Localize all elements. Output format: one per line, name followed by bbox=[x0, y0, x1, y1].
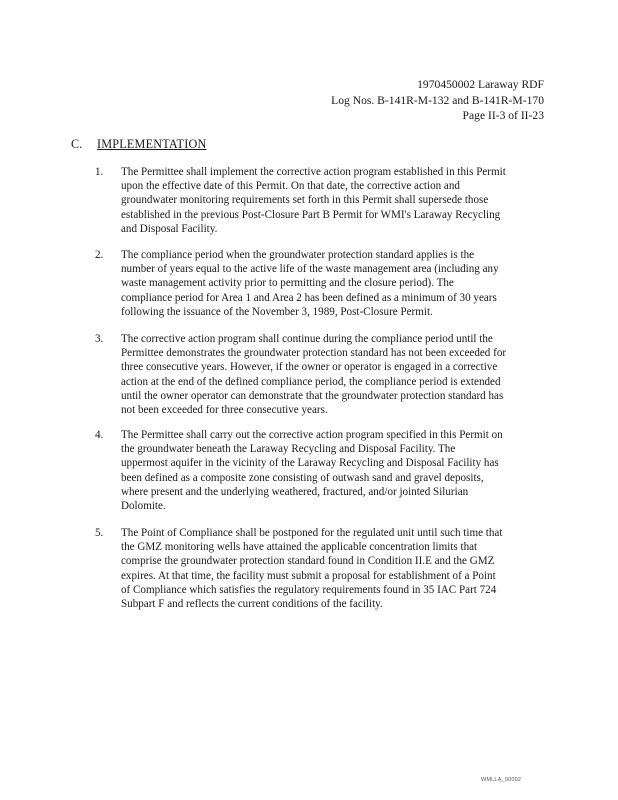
text-line: groundwater monitoring requirements set forth in this Permit shall supersede those bbox=[121, 194, 489, 207]
text-line: upon the effective date of this Permit. On that date, the corrective action and bbox=[121, 180, 460, 193]
item-text bbox=[121, 248, 545, 319]
text-line: where present and the underlying weathered, fractured, and/or jointed Silurian bbox=[121, 485, 469, 498]
text-line: The Permittee shall implement the corrective action program established in this Permit bbox=[121, 166, 506, 178]
text-line: Dolomite. bbox=[121, 500, 166, 513]
section-heading bbox=[71, 137, 206, 152]
text-line: The Point of Compliance shall be postponed for the regulated unit until such time that bbox=[121, 527, 503, 539]
text-line: the groundwater beneath the Laraway Recycling and Disposal Facility. The bbox=[121, 443, 456, 456]
text-line: and Disposal Facility. bbox=[121, 222, 218, 235]
list-item bbox=[95, 428, 545, 513]
section-letter: C. bbox=[71, 137, 83, 151]
text-line: compliance period for Area 1 and Area 2 has been defined as a minimum of 30 years bbox=[121, 291, 497, 304]
item-number: 2. bbox=[95, 249, 104, 261]
text-line: comprise the groundwater protection standard found in Condition II.E and the GMZ bbox=[121, 555, 495, 568]
header-page-number: Page II-3 of II-23 bbox=[462, 109, 544, 122]
header-log-numbers: Log Nos. B-141R-M-132 and B-141R-M-170 bbox=[331, 93, 544, 107]
list-item bbox=[95, 526, 545, 611]
list-item bbox=[95, 332, 545, 417]
text-line: action at the end of the defined compliance period, the compliance period is extended bbox=[121, 375, 501, 388]
page-header bbox=[331, 77, 544, 124]
text-line: Subpart F and reflects the current conditions of the facility. bbox=[121, 598, 383, 611]
text-line: three consecutive years. However, if the owner or operator is engaged in a corrective bbox=[121, 361, 498, 374]
item-text bbox=[121, 428, 545, 513]
item-number: 1. bbox=[95, 166, 104, 178]
text-line: the GMZ monitoring wells have attained the applicable concentration limits that bbox=[121, 541, 478, 554]
text-line: until the owner operator can demonstrate that the groundwater protection standard has bbox=[121, 389, 504, 402]
item-text bbox=[121, 165, 545, 236]
text-line: established in the previous Post-Closure Part B Permit for WMI's Laraway Recycling bbox=[121, 208, 501, 221]
section-title: IMPLEMENTATION bbox=[97, 137, 207, 151]
text-line: following the issuance of the November 3, 1989, Post-Closure Permit. bbox=[121, 305, 433, 318]
text-line: of Compliance which satisfies the regulatory requirements found in 35 IAC Part 724 bbox=[121, 583, 497, 596]
text-line: waste management activity prior to permitting and the closure period). The bbox=[121, 277, 454, 290]
text-line: number of years equal to the active life of the waste management area (including any bbox=[121, 263, 499, 276]
item-text bbox=[121, 332, 545, 417]
item-number: 5. bbox=[95, 527, 104, 539]
item-number: 3. bbox=[95, 333, 104, 345]
text-line: The Permittee shall carry out the corrective action program specified in this Permit on bbox=[121, 429, 503, 441]
text-line: The compliance period when the groundwater protection standard applies is the bbox=[121, 249, 475, 261]
list-item bbox=[95, 165, 545, 236]
list-item bbox=[95, 248, 545, 319]
bates-number: WMLLA_00002 bbox=[481, 777, 522, 783]
text-line: not been exceeded for three consecutive years. bbox=[121, 404, 328, 417]
item-number: 4. bbox=[95, 429, 104, 441]
text-line: The corrective action program shall continue during the compliance period until the bbox=[121, 333, 493, 345]
text-line: expires. At that time, the facility must submit a proposal for establishment of a Point bbox=[121, 569, 496, 582]
text-line: uppermost aquifer in the vicinity of the Laraway Recycling and Disposal Facility has bbox=[121, 457, 499, 470]
text-line: Permittee demonstrates the groundwater protection standard has not been exceeded for bbox=[121, 347, 507, 360]
text-line: been defined as a composite zone consisting of outwash sand and gravel deposits, bbox=[121, 471, 484, 484]
item-text bbox=[121, 526, 545, 611]
header-permit-line: 1970450002 Laraway RDF bbox=[417, 78, 544, 91]
